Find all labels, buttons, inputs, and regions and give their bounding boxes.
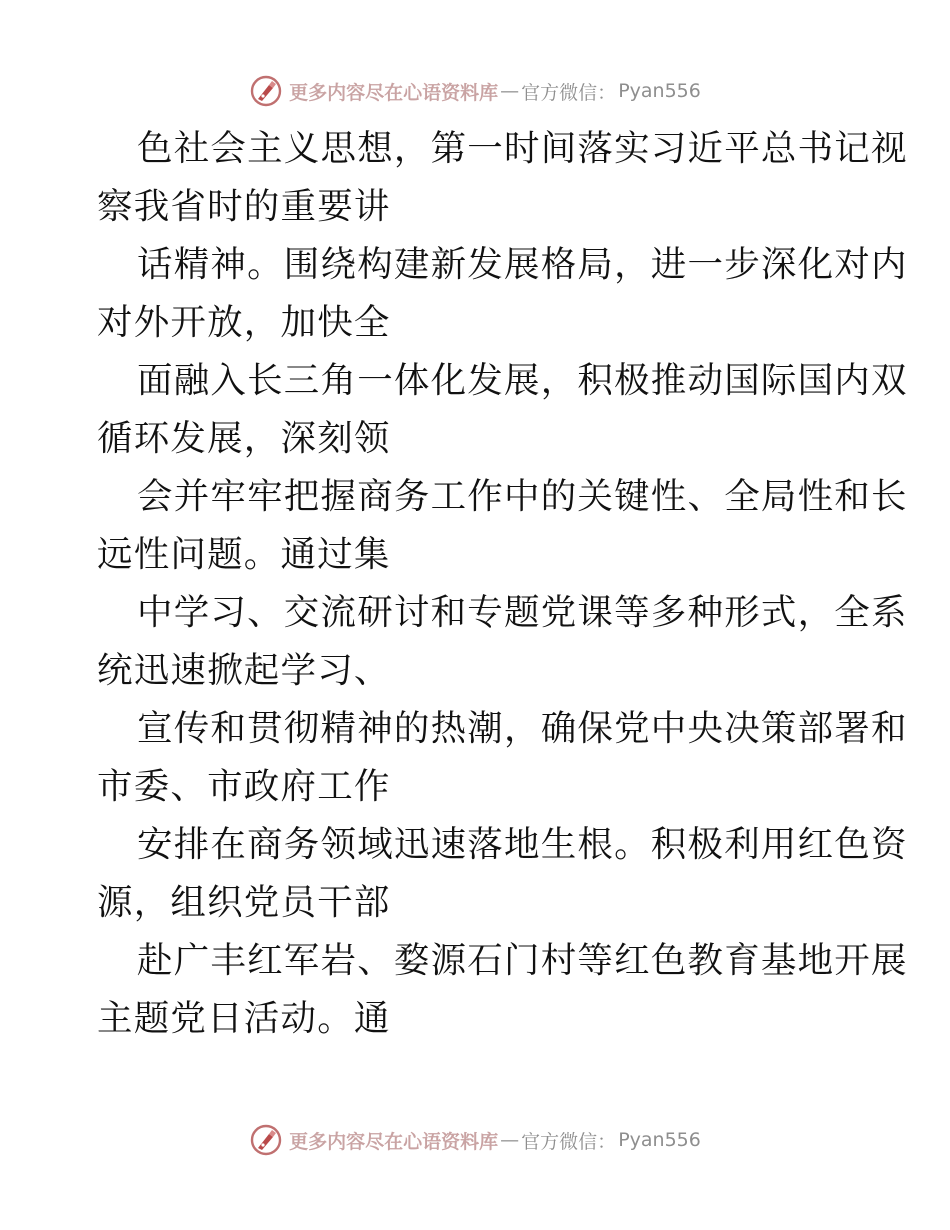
paragraph-line: 远性问题。通过集 <box>97 534 391 575</box>
watermark-wechat-id: Pyan556 <box>618 1129 701 1151</box>
watermark-main-text: 更多内容尽在心语资料库 <box>289 1130 499 1153</box>
footer-watermark <box>0 1120 950 1160</box>
paragraph-line: 源，组织党员干部 <box>97 882 391 923</box>
watermark-main-text: 更多内容尽在心语资料库 <box>289 81 499 104</box>
paragraph-line: 察我省时的重要讲 <box>97 186 391 227</box>
header-watermark <box>0 71 950 111</box>
watermark-sub-text: 官方微信： <box>521 81 617 104</box>
paragraph-line: 色社会主义思想，第一时间落实习近平总书记视 <box>137 128 908 169</box>
watermark-sub-text: 官方微信： <box>521 1130 617 1153</box>
paragraph-line: 宣传和贯彻精神的热潮，确保党中央决策部署和 <box>137 708 908 749</box>
paragraph-line: 安排在商务领域迅速落地生根。积极利用红色资 <box>137 824 908 865</box>
watermark-separator: — <box>500 1129 520 1151</box>
pen-nib-logo-icon <box>249 1123 283 1157</box>
paragraph-line: 循环发展，深刻领 <box>97 418 391 459</box>
paragraph-line: 面融入长三角一体化发展，积极推动国际国内双 <box>137 360 908 401</box>
paragraph-line: 会并牢牢把握商务工作中的关键性、全局性和长 <box>137 476 908 517</box>
paragraph-line: 对外开放，加快全 <box>97 302 391 343</box>
paragraph-line: 市委、市政府工作 <box>97 766 391 807</box>
paragraph-line: 主题党日活动。通 <box>97 998 391 1039</box>
pen-nib-logo-icon <box>249 74 283 108</box>
watermark-separator: — <box>500 80 520 102</box>
watermark-wechat-id: Pyan556 <box>618 80 701 102</box>
paragraph-line: 中学习、交流研讨和专题党课等多种形式，全系 <box>137 592 908 633</box>
paragraph-line: 赴广丰红军岩、婺源石门村等红色教育基地开展 <box>137 940 908 981</box>
paragraph-line: 统迅速掀起学习、 <box>97 650 391 691</box>
paragraph-line: 话精神。围绕构建新发展格局，进一步深化对内 <box>137 244 908 285</box>
